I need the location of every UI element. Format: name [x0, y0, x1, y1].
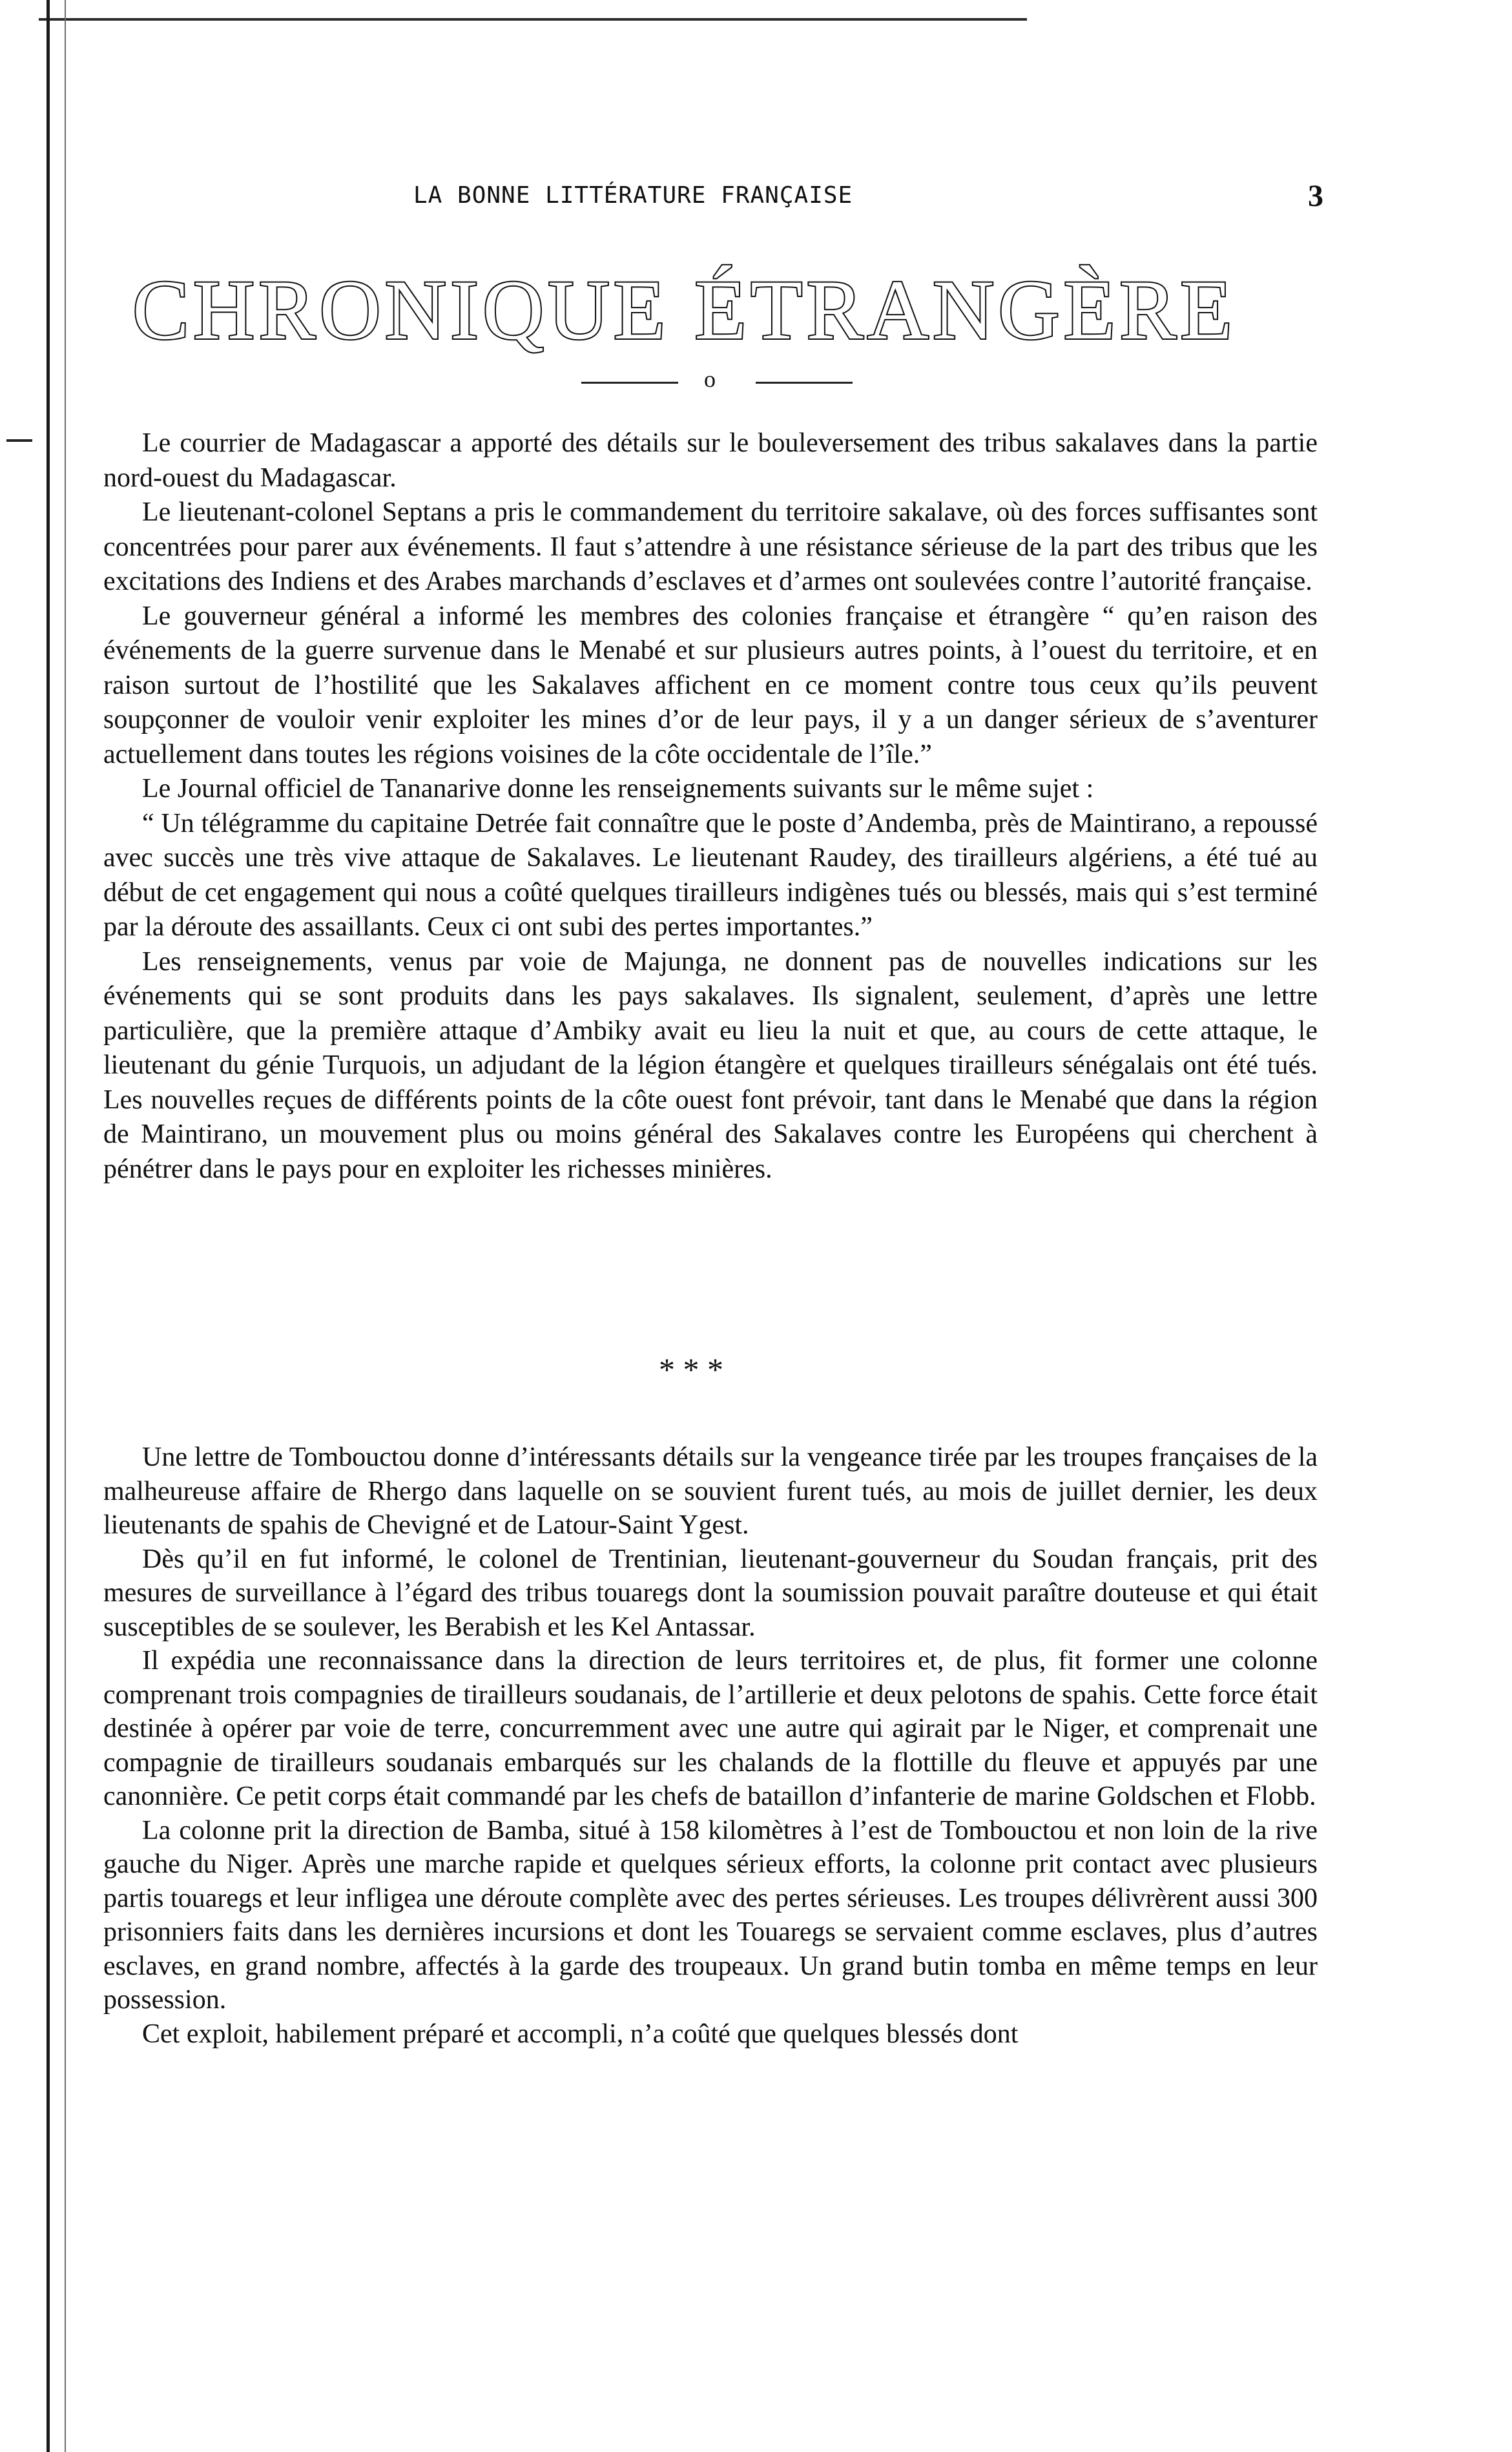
running-title: LA BONNE LITTÉRATURE FRANÇAISE [413, 182, 853, 209]
divider-mark: o [704, 366, 716, 392]
binding-edge-line-inner [65, 0, 66, 2452]
paragraph: Une lettre de Tombouctou donne d’intéressants détails sur la vengeance tirée par les troupes françaises de la malheureuse affaire de Rhergo dans laquelle on se souvient furent tués, au mois de juillet dernier, les deux lieutenants de spahis de Chevigné et de Latour-Saint Ygest. [103, 1442, 1318, 1540]
title-divider [581, 366, 853, 395]
running-header [413, 179, 1343, 221]
paragraph: Le Journal officiel de Tananarive donne les renseignements suivants sur le même sujet : [142, 774, 1094, 804]
margin-dash-mark [6, 439, 32, 442]
paragraph: Le lieutenant-colonel Septans a pris le commandement du territoire sakalave, où des forces suffisantes sont concentrées pour parer aux événements. Il faut s’attendre à une résistance sérieuse de la part des tribus que les excitations des Indiens et des Arabes marchands d’esclaves et d’armes ont soulevées contre l’autorité française. [103, 497, 1318, 596]
section-madagascar [103, 426, 1318, 1187]
paragraph: Dès qu’il en fut informé, le colonel de Trentinian, lieutenant-gouverneur du Soudan français, prit des mesures de surveillance à l’égard des tribus touaregs dont la soumission pouvait paraître douteuse et qui était susceptibles de se soulever, les Berabish et les Kel Antassar. [103, 1544, 1318, 1642]
binding-edge-line [47, 0, 50, 2452]
paragraph: Il expédia une reconnaissance dans la direction de leurs territoires et, de plus, fit former une colonne comprenant trois compagnies de tirailleurs soudanais, de l’artillerie et deux pelotons de spahis. Cette force était destinée à opérer par voie de terre, concurremment avec une autre qui agirait par le Niger, et comprenait une compagnie de tirailleurs soudanais embarqués sur les chalands de la flottille du fleuve et appuyés par une canonnière. Ce petit corps était commandé par les chefs de bataillon d’infanterie de marine Goldschen et Flobb. [103, 1646, 1318, 1811]
paragraph: La colonne prit la direction de Bamba, situé à 158 kilomètres à l’est de Tombouctou et non loin de la rive gauche du Niger. Après une marche rapide et quelques sérieux efforts, la colonne prit contact avec plusieurs partis touaregs et leur infligea une déroute complète avec des pertes sérieuses. Les troupes délivrèrent aussi 300 prisonniers faits dans les dernières incursions et dont les Touaregs se servaient comme esclaves, plus d’autres esclaves, en grand nombre, affectés à la garde des troupeaux. Un grand butin tomba en même temps en leur possession. [103, 1815, 1318, 2015]
section-tombouctou [103, 1440, 1318, 2051]
page-top-rule [39, 18, 1027, 21]
chapter-title: CHRONIQUE ÉTRANGÈRE [132, 262, 1236, 357]
paragraph: Le courrier de Madagascar a apporté des détails sur le bouleversement des tribus sakalaves dans la partie nord-ouest du Madagascar. [103, 428, 1318, 493]
divider-line-right [756, 382, 853, 384]
paragraph: “ Un télégramme du capitaine Detrée fait connaître que le poste d’Andemba, près de Maintirano, a repoussé avec succès une très vive attaque de Sakalaves. Le lieutenant Raudey, des tirailleurs algériens, a été tué au début de cet engagement qui nous a coûté quelques tirailleurs indigènes tués ou blessés, mais qui s’est terminé par la déroute des assaillants. Ceux ci ont subi des pertes importantes.” [103, 808, 1318, 942]
page-number: 3 [1308, 179, 1324, 213]
section-separator-stars: * * * [659, 1351, 723, 1387]
divider-line-left [581, 382, 678, 384]
paragraph: Cet exploit, habilement préparé et accompli, n’a coûté que quelques blessés dont [142, 2019, 1019, 2049]
paragraph: Le gouverneur général a informé les membres des colonies française et étrangère “ qu’en raison des événements de la guerre survenue dans le Menabé et sur plusieurs autres points, à l’ouest du territoire, et en raison surtout de l’hostilité que les Sakalaves affichent en ce moment contre tous ceux qu’ils peuvent soupçonner de vouloir venir exploiter les mines d’or de leur pays, il y a un danger sérieux de s’aventurer actuellement dans toutes les régions voisines de la côte occidentale de l’île.” [103, 601, 1318, 769]
paragraph: Les renseignements, venus par voie de Majunga, ne donnent pas de nouvelles indications sur les événements qui se sont produits dans les pays sakalaves. Ils signalent, seulement, d’après une lettre particulière, que la première attaque d’Ambiky avait eu lieu la nuit et que, au cours de cette attaque, le lieutenant du génie Turquois, un adjudant de la légion étangère et quelques tirailleurs sénégalais ont été tués. Les nouvelles reçues de différents points de la côte ouest font prévoir, tant dans le Menabé que dans la région de Maintirano, un mouvement plus ou moins général des Sakalaves contre les Européens qui cherchent à pénétrer dans le pays pour en exploiter les richesses minières. [103, 946, 1318, 1184]
